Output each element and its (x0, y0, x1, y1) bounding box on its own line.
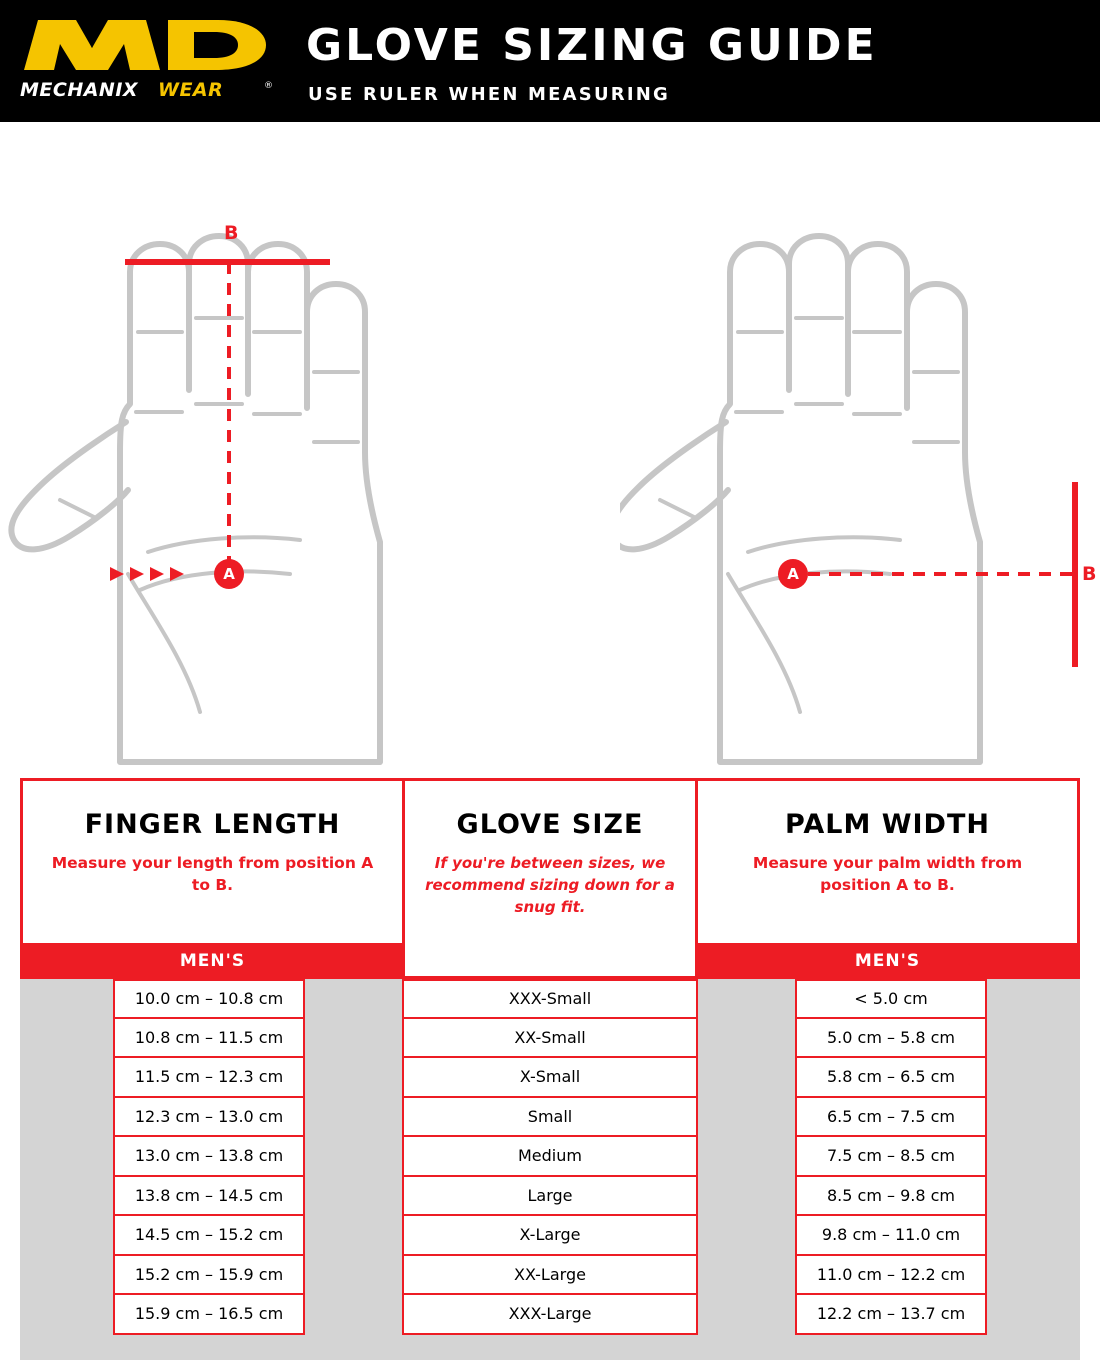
table-cell: X-Large (402, 1216, 698, 1256)
table-cell: < 5.0 cm (795, 979, 987, 1019)
panel-glove-size (405, 778, 695, 979)
left-hand-illustration (0, 122, 560, 772)
table-cell: 10.8 cm – 11.5 cm (113, 1019, 305, 1059)
table-cell: 14.5 cm – 15.2 cm (113, 1216, 305, 1256)
table-cell: 13.8 cm – 14.5 cm (113, 1177, 305, 1217)
table-cell: 15.9 cm – 16.5 cm (113, 1295, 305, 1335)
table-cell: 11.0 cm – 12.2 cm (795, 1256, 987, 1296)
brand-wordmark (20, 78, 276, 102)
panel-finger-length-title: FINGER LENGTH (84, 809, 341, 840)
sizing-table-section (0, 778, 1100, 1360)
table-cell: 8.5 cm – 9.8 cm (795, 1177, 987, 1217)
table-cell: 5.8 cm – 6.5 cm (795, 1058, 987, 1098)
hand-diagrams (0, 122, 1100, 772)
table-cell: 12.3 cm – 13.0 cm (113, 1098, 305, 1138)
brand-logo (8, 10, 286, 110)
marker-a-right: A (778, 559, 808, 589)
table-cell: XXX-Large (402, 1295, 698, 1335)
column-palm-width (795, 979, 987, 1335)
table-cell: 9.8 cm – 11.0 cm (795, 1216, 987, 1256)
table-cell: 11.5 cm – 12.3 cm (113, 1058, 305, 1098)
table-cell: Large (402, 1177, 698, 1217)
column-finger-length (113, 979, 305, 1335)
table-cell: X-Small (402, 1058, 698, 1098)
svg-text:WEAR: WEAR (158, 79, 224, 101)
page-title: GLOVE SIZING GUIDE (306, 20, 878, 71)
table-cell: 5.0 cm – 5.8 cm (795, 1019, 987, 1059)
table-cell: 15.2 cm – 15.9 cm (113, 1256, 305, 1296)
table-cell: 10.0 cm – 10.8 cm (113, 979, 305, 1019)
table-cell: Small (402, 1098, 698, 1138)
panel-palm-width-description: Measure your palm width from position A to B. (752, 854, 1023, 894)
panel-glove-size-title: GLOVE SIZE (456, 809, 644, 840)
table-cell: XX-Small (402, 1019, 698, 1059)
right-hand-illustration (620, 122, 1100, 772)
group-label-mens-finger-length: MEN'S (20, 943, 405, 979)
table-cell: 7.5 cm – 8.5 cm (795, 1137, 987, 1177)
palm-width-diagram (620, 122, 1100, 772)
table-cell: 6.5 cm – 7.5 cm (795, 1098, 987, 1138)
finger-length-diagram (0, 122, 560, 772)
table-cell: XX-Large (402, 1256, 698, 1296)
marker-a-left: A (214, 559, 244, 589)
table-cell: XXX-Small (402, 979, 698, 1019)
label-b-right: B (1082, 563, 1097, 585)
panel-finger-length-description: Measure your length from position A to B. (51, 854, 374, 894)
mechanix-m-icon (18, 14, 276, 76)
svg-text:MECHANIX: MECHANIX (20, 79, 139, 101)
table-cell: 13.0 cm – 13.8 cm (113, 1137, 305, 1177)
label-b-left: B (224, 222, 239, 244)
svg-text:®: ® (264, 81, 273, 91)
column-glove-size (402, 979, 698, 1335)
group-label-mens-palm-width: MEN'S (695, 943, 1080, 979)
panel-glove-size-description: If you're between sizes, we recommend sizing down for a snug fit. (425, 854, 675, 916)
table-cell: 12.2 cm – 13.7 cm (795, 1295, 987, 1335)
page-subtitle: USE RULER WHEN MEASURING (308, 84, 670, 105)
table-cell: Medium (402, 1137, 698, 1177)
panel-palm-width-title: PALM WIDTH (785, 809, 990, 840)
page-header (0, 0, 1100, 122)
